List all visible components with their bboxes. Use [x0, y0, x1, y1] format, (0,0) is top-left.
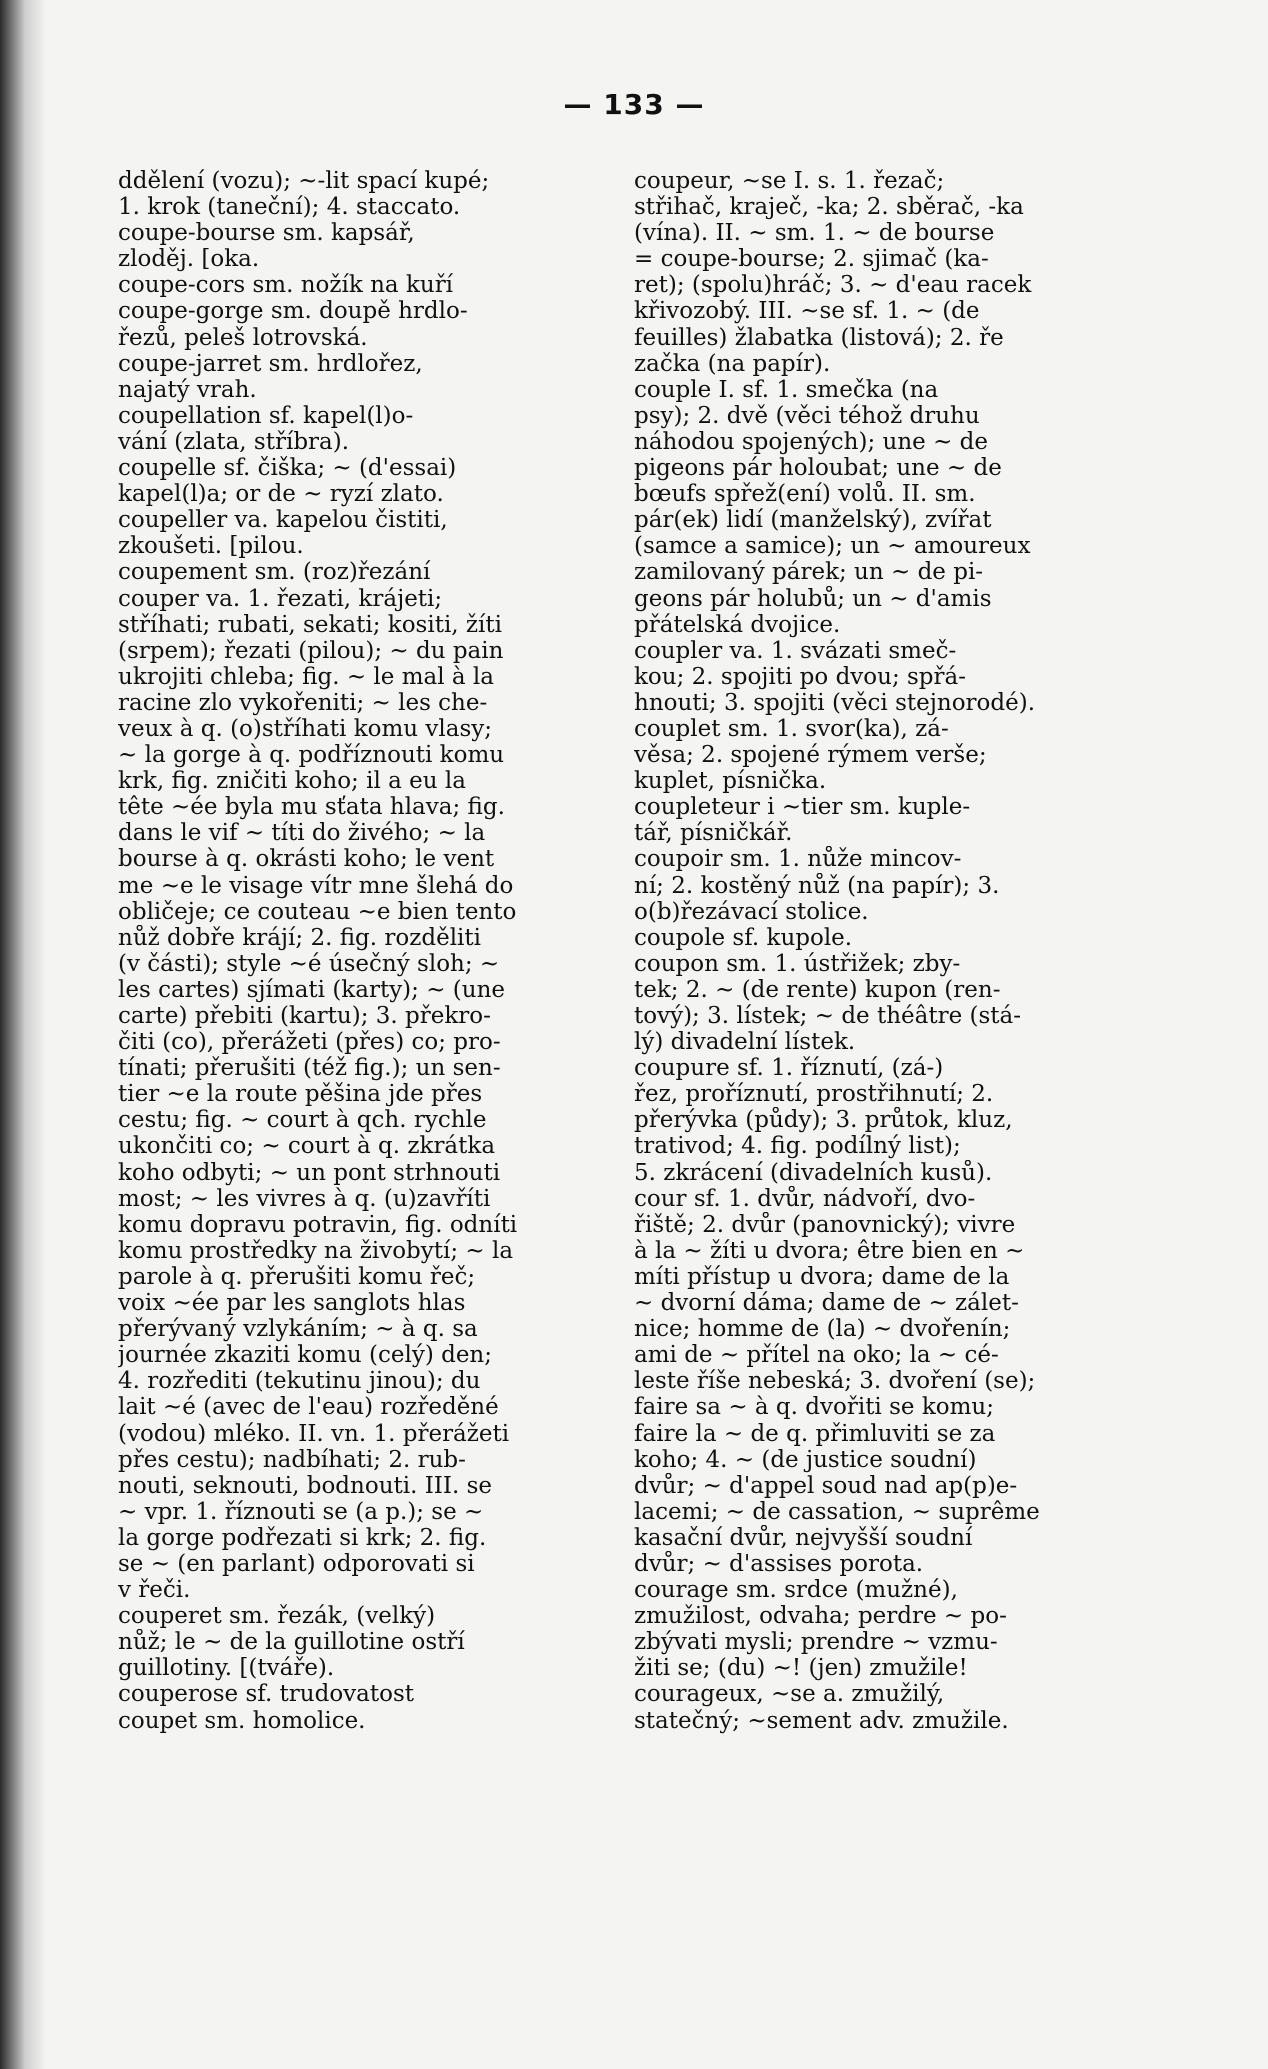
text-line: zkoušeti. [pilou.: [118, 533, 304, 560]
text-line: lait ~é (avec de l'eau) rozředěné: [118, 1394, 499, 1421]
text-line: coupe-cors sm. nožík na kuří: [118, 272, 454, 299]
text-line: carte) přebiti (kartu); 3. překro-: [118, 1003, 491, 1029]
text-line: pár(ek) lidí (manželský), zvířat: [634, 507, 992, 534]
text-line: obličeje; ce couteau ~e bien tento: [118, 898, 517, 925]
text-line: 5. zkrácení (divadelních kusů).: [634, 1159, 993, 1186]
text-line: cestu; fig. ~ court à qch. rychle: [118, 1107, 487, 1134]
text-line: lý) divadelní lístek.: [634, 1029, 856, 1056]
text-line: cour sf. 1. dvůr, nádvoří, dvo-: [634, 1185, 976, 1212]
text-line: journée zkaziti komu (celý) den;: [118, 1342, 492, 1369]
text-line: zbývati mysli; prendre ~ vzmu-: [634, 1629, 998, 1656]
text-line: ukrojiti chleba; fig. ~ le mal à la: [118, 663, 494, 690]
text-line: (samce a samice); un ~ amoureux: [634, 533, 1031, 560]
text-line: bourse à q. okrásti koho; le vent: [118, 846, 495, 873]
text-line: coupement sm. (roz)řezání: [118, 559, 431, 586]
page-gutter-shadow: [0, 0, 46, 2069]
text-line: coupe-bourse sm. kapsář,: [118, 220, 415, 247]
text-line: ~ dvorní dáma; dame de ~ zálet-: [634, 1290, 1019, 1317]
text-line: čiti (co), přerážeti (přes) co; pro-: [118, 1029, 501, 1056]
text-line: o(b)řezávací stolice.: [634, 898, 869, 925]
text-line: coupeur, ~se I. s. 1. řezač;: [634, 168, 945, 194]
text-line: řiště; 2. dvůr (panovnický); vivre: [634, 1211, 1016, 1238]
text-line: zamilovaný párek; un ~ de pi-: [634, 559, 984, 586]
text-line: lacemi; ~ de cassation, ~ suprême: [634, 1498, 1040, 1525]
text-line: ~ la gorge à q. podříznouti komu: [118, 742, 505, 769]
text-line: veux à q. (o)stříhati komu vlasy;: [118, 715, 493, 742]
text-line: couperose sf. trudovatost: [118, 1681, 415, 1708]
text-line: přátelská dvojice.: [634, 611, 841, 638]
text-line: coupure sf. 1. říznutí, (zá-): [634, 1055, 944, 1082]
text-line: couple I. sf. 1. smečka (na: [634, 376, 939, 403]
text-line: najatý vrah.: [118, 376, 257, 403]
text-line: psy); 2. dvě (věci téhož druhu: [634, 402, 980, 429]
text-line: řez, proříznutí, prostřihnutí; 2.: [634, 1081, 994, 1108]
text-line: coupoir sm. 1. nůže mincov-: [634, 846, 962, 873]
text-line: tový); 3. lístek; ~ de théâtre (stá-: [634, 1003, 1022, 1029]
text-line: couper va. 1. řezati, krájeti;: [118, 585, 443, 612]
text-line: coupleteur i ~tier sm. kuple-: [634, 794, 971, 821]
text-line: coupon sm. 1. ústřižek; zby-: [634, 950, 961, 977]
text-line: se ~ (en parlant) odporovati si: [118, 1550, 475, 1577]
text-line: 4. rozřediti (tekutinu jinou); du: [118, 1368, 481, 1395]
text-line: přes cestu); nadbíhati; 2. rub-: [118, 1446, 466, 1473]
text-line: coupelle sf. čiška; ~ (d'essai): [118, 455, 457, 482]
text-line: ddělení (vozu); ~-lit spací kupé;: [118, 168, 490, 194]
text-line: couperet sm. řezák, (velký): [118, 1603, 436, 1630]
text-line: coupellation sf. kapel(l)o-: [118, 402, 414, 429]
text-line: tínati; přerušiti (též fig.); un sen-: [118, 1055, 501, 1082]
text-line: coupeller va. kapelou čistiti,: [118, 507, 448, 534]
text-line: ukončiti co; ~ court à q. zkrátka: [118, 1133, 496, 1160]
text-line: me ~e le visage vítr mne šlehá do: [118, 872, 514, 899]
text-line: (vína). II. ~ sm. 1. ~ de bourse: [634, 220, 995, 247]
text-line: koho odbyti; ~ un pont strhnouti: [118, 1159, 501, 1186]
text-line: tête ~ée byla mu sťata hlava; fig.: [118, 794, 505, 821]
text-line: zmužilost, odvaha; perdre ~ po-: [634, 1603, 1007, 1630]
text-line: ní; 2. kostěný nůž (na papír); 3.: [634, 872, 1000, 899]
text-line: v řeči.: [118, 1577, 191, 1604]
text-line: parole à q. přerušiti komu řeč;: [118, 1263, 476, 1290]
text-line: à la ~ žíti u dvora; être bien en ~: [634, 1237, 1025, 1264]
text-line: míti přístup u dvora; dame de la: [634, 1263, 1010, 1290]
text-line: řezů, peleš lotrovská.: [118, 324, 368, 351]
right-column: [634, 168, 1109, 1734]
text-line: coupet sm. homolice.: [118, 1707, 366, 1734]
text-line: vání (zlata, stříbra).: [118, 428, 350, 455]
text-line: tier ~e la route pěšina jde přes: [118, 1081, 483, 1108]
text-line: nouti, seknouti, bodnouti. III. se: [118, 1472, 493, 1499]
text-line: (v části); style ~é úsečný sloh; ~: [118, 950, 500, 977]
text-line: přerývka (půdy); 3. průtok, kluz,: [634, 1107, 1013, 1134]
text-line: ret); (spolu)hráč; 3. ~ d'eau racek: [634, 272, 1032, 299]
text-line: dvůr; ~ d'appel soud nad ap(p)e-: [634, 1472, 1018, 1499]
text-line: kou; 2. spojiti po dvou; spřá-: [634, 663, 967, 690]
text-line: křivozobý. III. ~se sf. 1. ~ (de: [634, 298, 980, 325]
text-line: dans le vif ~ títi do živého; ~ la: [118, 820, 486, 847]
text-line: coupe-gorge sm. doupě hrdlo-: [118, 298, 468, 325]
text-line: komu dopravu potravin, fig. odníti: [118, 1211, 518, 1238]
page-number: — 133 —: [563, 88, 705, 121]
left-column: [118, 168, 593, 1734]
text-line: trativod; 4. fig. podílný list);: [634, 1133, 961, 1160]
text-line: koho; 4. ~ (de justice soudní): [634, 1446, 977, 1473]
text-line: faire sa ~ à q. dvořiti se komu;: [634, 1394, 994, 1421]
text-line: (vodou) mléko. II. vn. 1. přerážeti: [118, 1420, 510, 1447]
text-line: komu prostředky na živobytí; ~ la: [118, 1237, 514, 1264]
text-line: 1. krok (taneční); 4. staccato.: [118, 194, 461, 221]
text-line: coupole sf. kupole.: [634, 924, 853, 951]
text-line: les cartes) sjímati (karty); ~ (une: [118, 976, 506, 1003]
text-line: stříhati; rubati, sekati; kositi, žíti: [118, 611, 503, 638]
text-line: začka (na papír).: [634, 350, 831, 377]
text-line: náhodou spojených); une ~ de: [634, 428, 988, 455]
text-line: střihač, kraječ, -ka; 2. sběrač, -ka: [634, 194, 1024, 221]
text-line: nice; homme de (la) ~ dvořenín;: [634, 1316, 1011, 1343]
text-line: kasační dvůr, nejvyšší soudní: [634, 1524, 973, 1551]
text-line: dvůr; ~ d'assises porota.: [634, 1550, 924, 1577]
text-line: ami de ~ přítel na oko; la ~ cé-: [634, 1342, 999, 1369]
text-line: kapel(l)a; or de ~ ryzí zlato.: [118, 481, 444, 508]
text-line: feuilles) žlabatka (listová); 2. ře: [634, 324, 1004, 351]
text-line: guillotiny. [(tváře).: [118, 1655, 335, 1682]
text-line: leste říše nebeská; 3. dvoření (se);: [634, 1368, 1036, 1395]
text-line: bœufs spřež(ení) volů. II. sm.: [634, 481, 976, 508]
text-line: geons pár holubů; un ~ d'amis: [634, 585, 992, 612]
text-line: ~ vpr. 1. říznouti se (a p.); se ~: [118, 1498, 484, 1525]
text-line: faire la ~ de q. přimluviti se za: [634, 1420, 996, 1447]
text-line: coupe-jarret sm. hrdlořez,: [118, 350, 423, 377]
text-line: (srpem); řezati (pilou); ~ du pain: [118, 637, 504, 664]
text-line: tek; 2. ~ (de rente) kupon (ren-: [634, 976, 1001, 1003]
text-line: courageux, ~se a. zmužilý,: [634, 1681, 945, 1708]
text-line: žiti se; (du) ~! (jen) zmužile!: [634, 1655, 968, 1682]
text-line: přerývaný vzlykáním; ~ à q. sa: [118, 1316, 478, 1343]
text-line: la gorge podřezati si krk; 2. fig.: [118, 1524, 487, 1551]
text-line: most; ~ les vivres à q. (u)zavříti: [118, 1185, 491, 1212]
text-line: hnouti; 3. spojiti (věci stejnorodé).: [634, 689, 1036, 716]
text-line: nůž dobře krájí; 2. fig. rozděliti: [118, 924, 482, 951]
text-line: = coupe-bourse; 2. sjimač (ka-: [634, 246, 989, 273]
text-line: courage sm. srdce (mužné),: [634, 1577, 958, 1604]
text-line: couplet sm. 1. svor(ka), zá-: [634, 715, 949, 742]
text-line: voix ~ée par les sanglots hlas: [118, 1290, 466, 1317]
text-line: pigeons pár holoubat; une ~ de: [634, 455, 1002, 482]
text-line: kuplet, písnička.: [634, 768, 827, 795]
text-line: racine zlo vykořeniti; ~ les che-: [118, 689, 488, 716]
text-line: věsa; 2. spojené rýmem verše;: [634, 742, 987, 769]
text-line: zloděj. [oka.: [118, 246, 260, 273]
text-line: nůž; le ~ de la guillotine ostří: [118, 1629, 465, 1656]
text-line: statečný; ~sement adv. zmužile.: [634, 1707, 1009, 1734]
text-line: coupler va. 1. svázati smeč-: [634, 637, 957, 664]
text-line: krk, fig. zničiti koho; il a eu la: [118, 768, 466, 795]
text-line: tář, písničkář.: [634, 820, 793, 847]
